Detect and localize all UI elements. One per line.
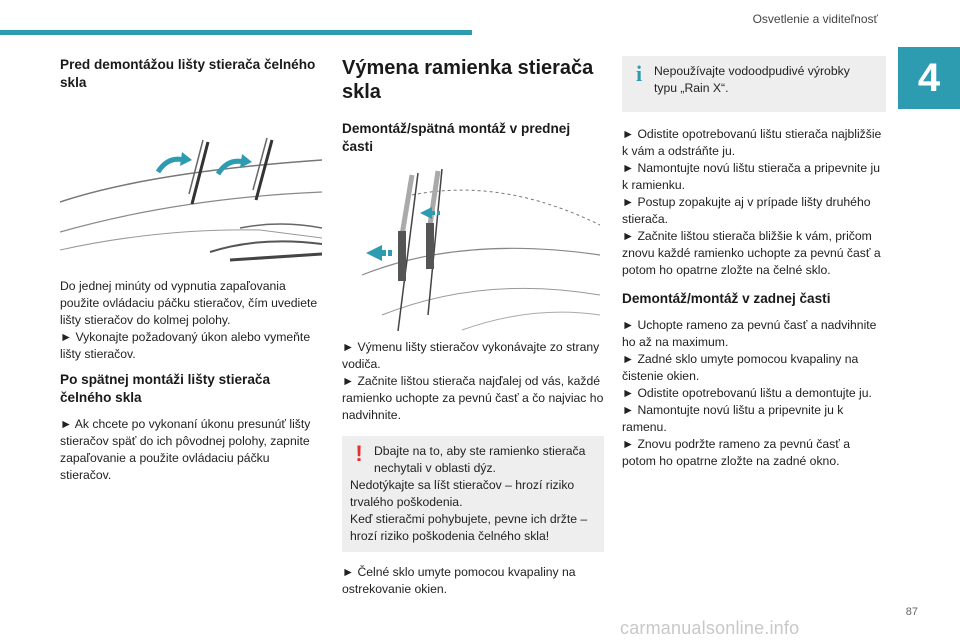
- info-box: [622, 56, 886, 112]
- paragraph: ► Uchopte rameno za pevnú časť a nadvihnite ho až na maximum.: [622, 318, 877, 349]
- chapter-badge: 4: [898, 47, 960, 109]
- paragraph: ► Ak chcete po vykonaní úkonu presunúť lišty stieračov späť do ich pôvodnej polohy, zapnite zapaľovanie a použite ovládaciu páčku stieračov.: [60, 417, 311, 482]
- warning-text: Nedotýkajte sa líšt stieračov – hrozí riziko trvalého poškodenia.: [350, 478, 575, 509]
- paragraph: Do jednej minúty od vypnutia zapaľovania použite ovládaciu páčku stieračov, čím uvediete lišty stieračov do kolmej polohy.: [60, 279, 318, 327]
- column-1: [60, 56, 322, 484]
- car-wipers-image: [60, 132, 322, 268]
- page-number: 87: [905, 606, 918, 618]
- warning-box: [342, 436, 604, 552]
- column-3: [622, 56, 886, 470]
- warning-text: Dbajte na to, aby ste ramienko stierača nechytali v oblasti dýz.: [374, 444, 586, 475]
- paragraph: ► Odistite opotrebovanú lištu a demontujte ju.: [622, 386, 872, 400]
- paragraph: ► Namontujte novú lištu a pripevnite ju k ramenu.: [622, 403, 844, 434]
- info-icon: i: [635, 61, 643, 86]
- info-text: Nepoužívajte vodoodpudivé výrobky typu „Rain X“.: [654, 64, 850, 95]
- paragraph: ► Vykonajte požadovaný úkon alebo vymeňte lišty stieračov.: [60, 330, 311, 361]
- paragraph: ► Odistite opotrebovanú lištu stierača najbližšie k vám a odstráňte ju.: [622, 127, 882, 158]
- paragraph: ► Čelné sklo umyte pomocou kvapaliny na ostrekovanie okien.: [342, 565, 576, 596]
- paragraph: ► Namontujte novú lištu stierača a pripevnite ju k ramienku.: [622, 161, 880, 192]
- heading-rear: Demontáž/montáž v zadnej časti: [622, 291, 831, 306]
- paragraph: ► Začnite lištou stierača bližšie k vám, pričom znovu každé ramienko uchopte za pevnú časť a potom ho opatrne zložte na čelné sklo.: [622, 229, 881, 277]
- warning-text: Keď stieračmi pohybujete, pevne ich držte – hrozí riziko poškodenia čelného skla!: [350, 512, 588, 543]
- paragraph: ► Výmenu lišty stieračov vykonávajte zo strany vodiča.: [342, 340, 600, 371]
- page-section-title: Výmena ramienka stierača skla: [342, 57, 594, 103]
- paragraph: ► Postup zopakujte aj v prípade lišty druhého stierača.: [622, 195, 871, 226]
- column-2: [342, 56, 604, 598]
- section-title: Osvetlenie a viditeľnosť: [752, 12, 878, 26]
- header-accent-bar: [0, 30, 472, 35]
- wiper-arm-image: [342, 165, 604, 331]
- paragraph: ► Znovu podržte rameno za pevnú časť a potom ho opatrne zložte na zadné okno.: [622, 437, 851, 468]
- paragraph: ► Zadné sklo umyte pomocou kvapaliny na čistenie okien.: [622, 352, 859, 383]
- wiper-raised-illustration: [60, 132, 322, 268]
- watermark: carmanualsonline.info: [620, 618, 800, 638]
- warning-icon: !: [355, 441, 363, 466]
- heading-after-refitting: Po spätnej montáži lišty stierača čelného skla: [60, 372, 271, 405]
- paragraph: ► Začnite lištou stierača najďalej od vás, každé ramienko uchopte za pevnú časť a čo najviac ho nadvihnite.: [342, 374, 604, 422]
- wiper-arm-illustration: [342, 165, 604, 331]
- subheading-front: Demontáž/spätná montáž v prednej časti: [342, 121, 571, 154]
- heading-before-removal: Pred demontážou lišty stierača čelného skla: [60, 57, 316, 90]
